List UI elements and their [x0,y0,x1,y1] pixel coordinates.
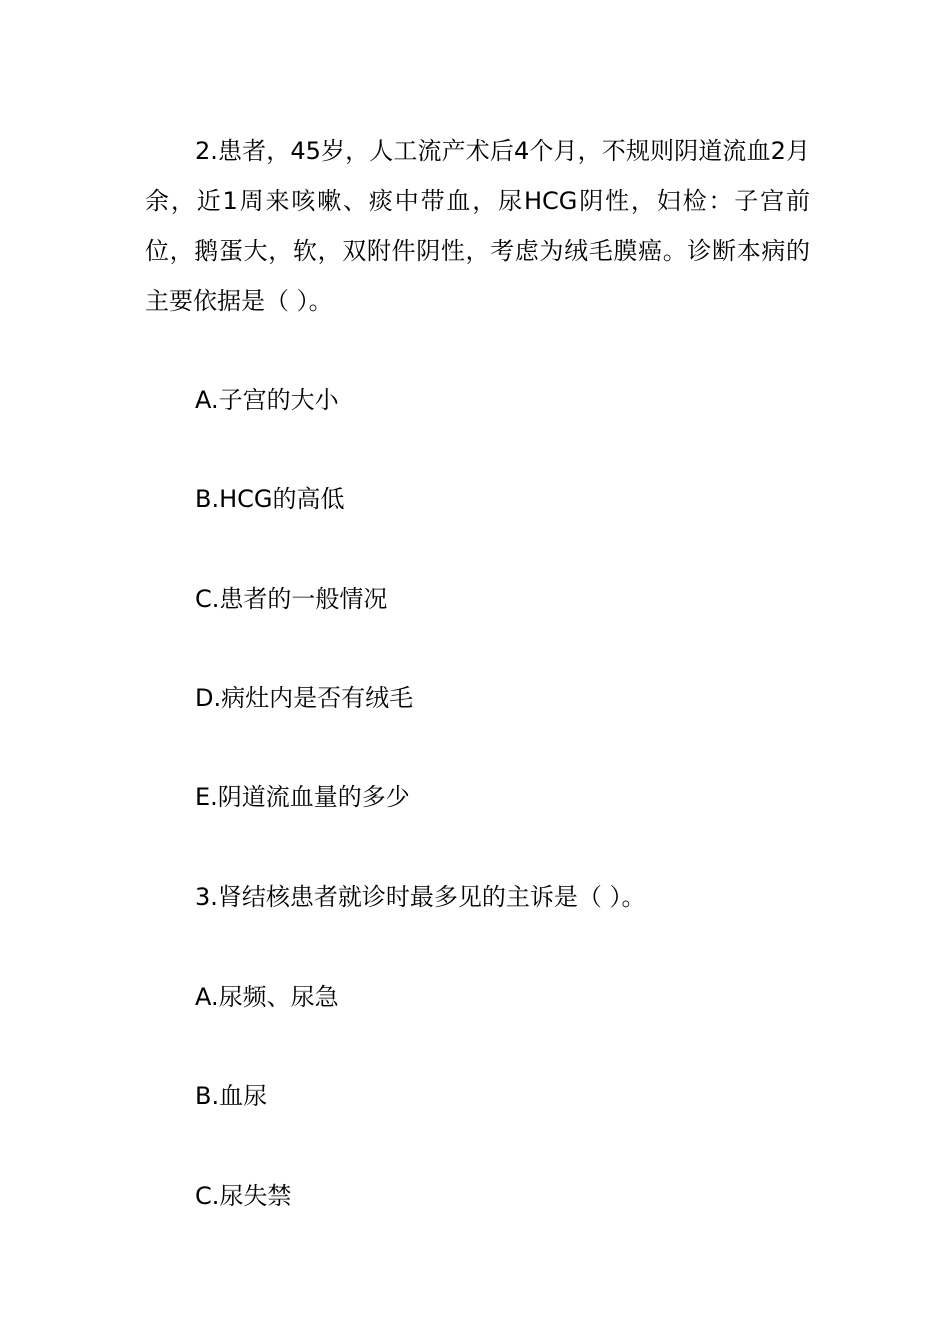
question-2-option-b: B.HCG的高低 [195,485,345,513]
question-2-option-c: C.患者的一般情况 [195,585,388,613]
question-3-option-a: A.尿频、尿急 [195,983,339,1011]
question-2-option-a: A.子宫的大小 [195,386,339,414]
question-3-stem: 3.肾结核患者就诊时最多见的主诉是（ ）。 [195,883,646,911]
question-2-option-d: D.病灶内是否有绒毛 [195,684,414,712]
question-3-option-b: B.血尿 [195,1082,268,1110]
question-2-option-e: E.阴道流血量的多少 [195,783,410,811]
question-2-stem: 2.患者，45岁，人工流产术后4个月，不规则阴道流血2月余，近1周来咳嗽、痰中带血，尿HCG阴性，妇检：子宫前位，鹅蛋大，软，双附件阴性，考虑为绒毛膜癌。诊断本病的主要依据是（ ）。 [145,137,810,315]
question-3-option-c: C.尿失禁 [195,1182,292,1210]
